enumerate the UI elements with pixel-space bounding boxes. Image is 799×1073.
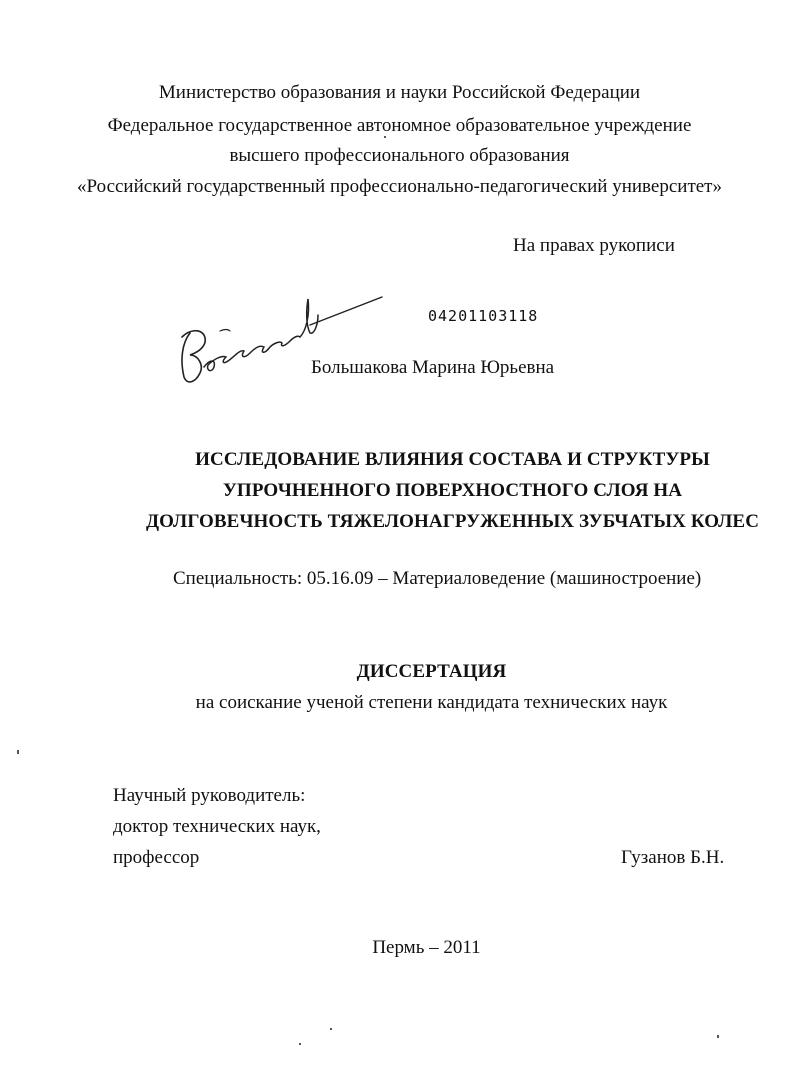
dissertation-title-line-3: ДОЛГОВЕЧНОСТЬ ТЯЖЕЛОНАГРУЖЕННЫХ ЗУБЧАТЫХ КОЛЕС — [145, 511, 760, 532]
education-level-line: высшего профессионального образования — [229, 145, 570, 166]
scan-speck — [330, 1028, 332, 1030]
specialty: Специальность: 05.16.09 – Материаловедение (машиностроение) — [173, 568, 702, 589]
supervisor-name: Гузанов Б.Н. — [621, 847, 725, 868]
supervisor-label: Научный руководитель: — [113, 785, 306, 806]
supervisor-rank: профессор — [113, 847, 200, 868]
degree-line: на соискание ученой степени кандидата технических наук — [195, 692, 668, 713]
scan-speck — [299, 1043, 301, 1045]
place-year: Пермь – 2011 — [372, 937, 481, 958]
manuscript-rights: На правах рукописи — [513, 235, 675, 256]
author-name: Большакова Марина Юрьевна — [311, 357, 555, 378]
ministry-line: Министерство образования и науки Российской Федерации — [158, 82, 641, 103]
scan-speck — [717, 1035, 719, 1038]
scan-speck — [384, 136, 386, 138]
catalog-number: 04201103118 — [428, 307, 539, 325]
document-type: ДИССЕРТАЦИЯ — [356, 661, 507, 682]
institution-type-line: Федеральное государственное автономное образовательное учреждение — [107, 115, 692, 136]
supervisor-degree: доктор технических наук, — [113, 816, 321, 837]
scan-speck — [17, 750, 19, 754]
dissertation-title-line-2: УПРОЧНЕННОГО ПОВЕРХНОСТНОГО СЛОЯ НА — [222, 480, 683, 501]
university-line: «Российский государственный профессионально-педагогический университет» — [77, 176, 722, 197]
dissertation-title-line-1: ИССЛЕДОВАНИЕ ВЛИЯНИЯ СОСТАВА И СТРУКТУРЫ — [195, 449, 710, 470]
